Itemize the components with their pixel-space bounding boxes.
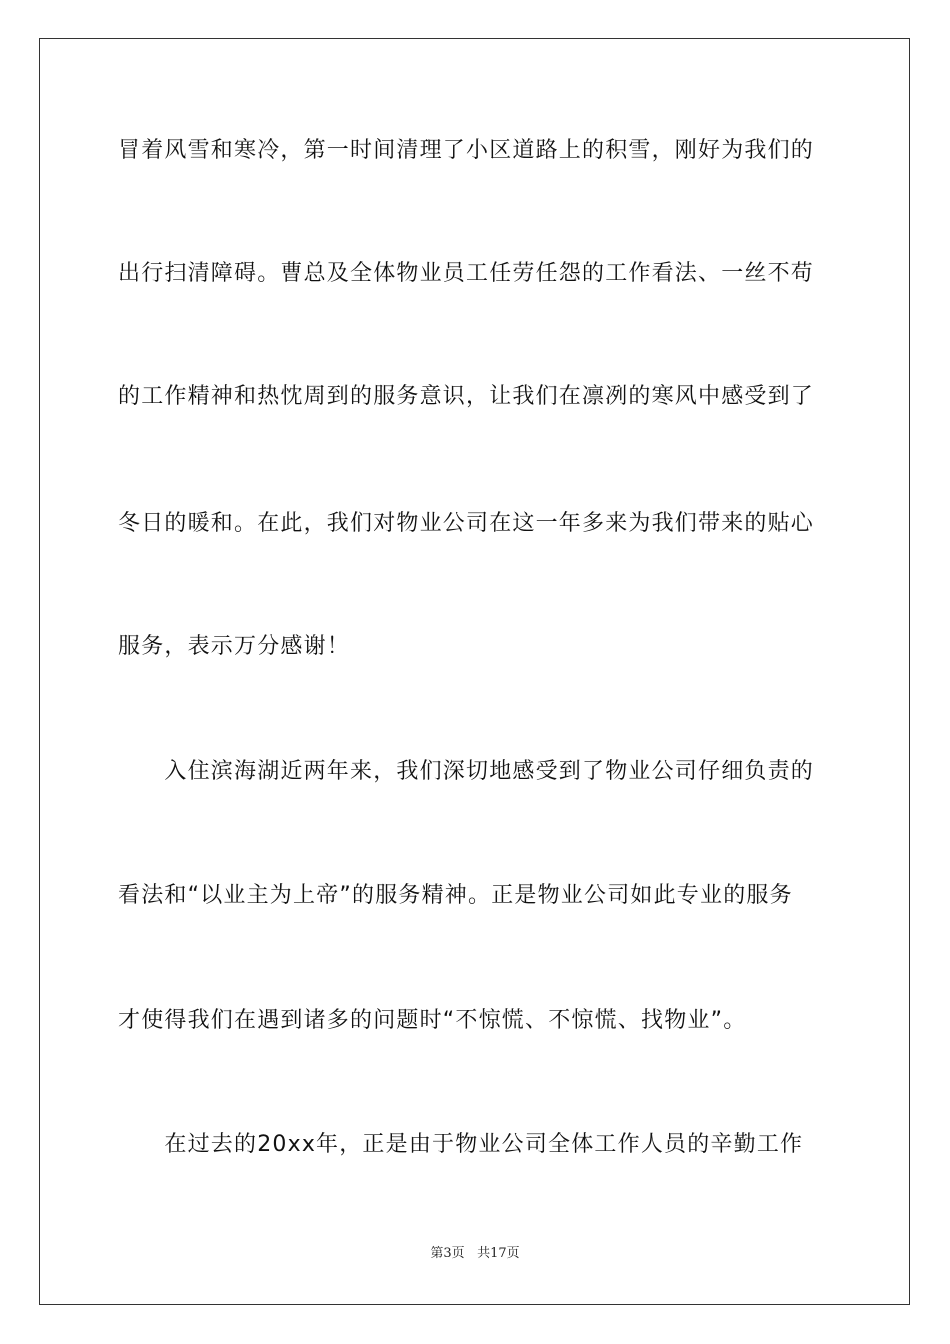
paragraph-line: 服务，表示万分感谢！ (118, 634, 351, 659)
page-total: 共17页 (477, 1246, 520, 1261)
paragraph-line: 入住滨海湖近两年来，我们深切地感受到了物业公司仔细负责的 (118, 759, 815, 784)
page-footer (0, 1245, 950, 1263)
page-number: 第3页 (430, 1246, 465, 1261)
paragraph-line: 的工作精神和热忱周到的服务意识，让我们在凛冽的寒风中感受到了 (118, 384, 815, 409)
paragraph-line: 在过去的20xx年，正是由于物业公司全体工作人员的辛勤工作 (118, 1132, 804, 1157)
paragraph-line: 出行扫清障碍。曹总及全体物业员工任劳任怨的工作看法、一丝不苟 (118, 261, 815, 286)
page-border (39, 38, 910, 1305)
paragraph-line: 才使得我们在遇到诸多的问题时“不惊慌、不惊慌、找物业”。 (118, 1008, 747, 1033)
paragraph-line: 冬日的暖和。在此，我们对物业公司在这一年多来为我们带来的贴心 (118, 511, 815, 536)
paragraph-line: 冒着风雪和寒冷，第一时间清理了小区道路上的积雪，刚好为我们的 (118, 138, 815, 163)
paragraph-line: 看法和“以业主为上帝”的服务精神。正是物业公司如此专业的服务 (118, 883, 793, 908)
